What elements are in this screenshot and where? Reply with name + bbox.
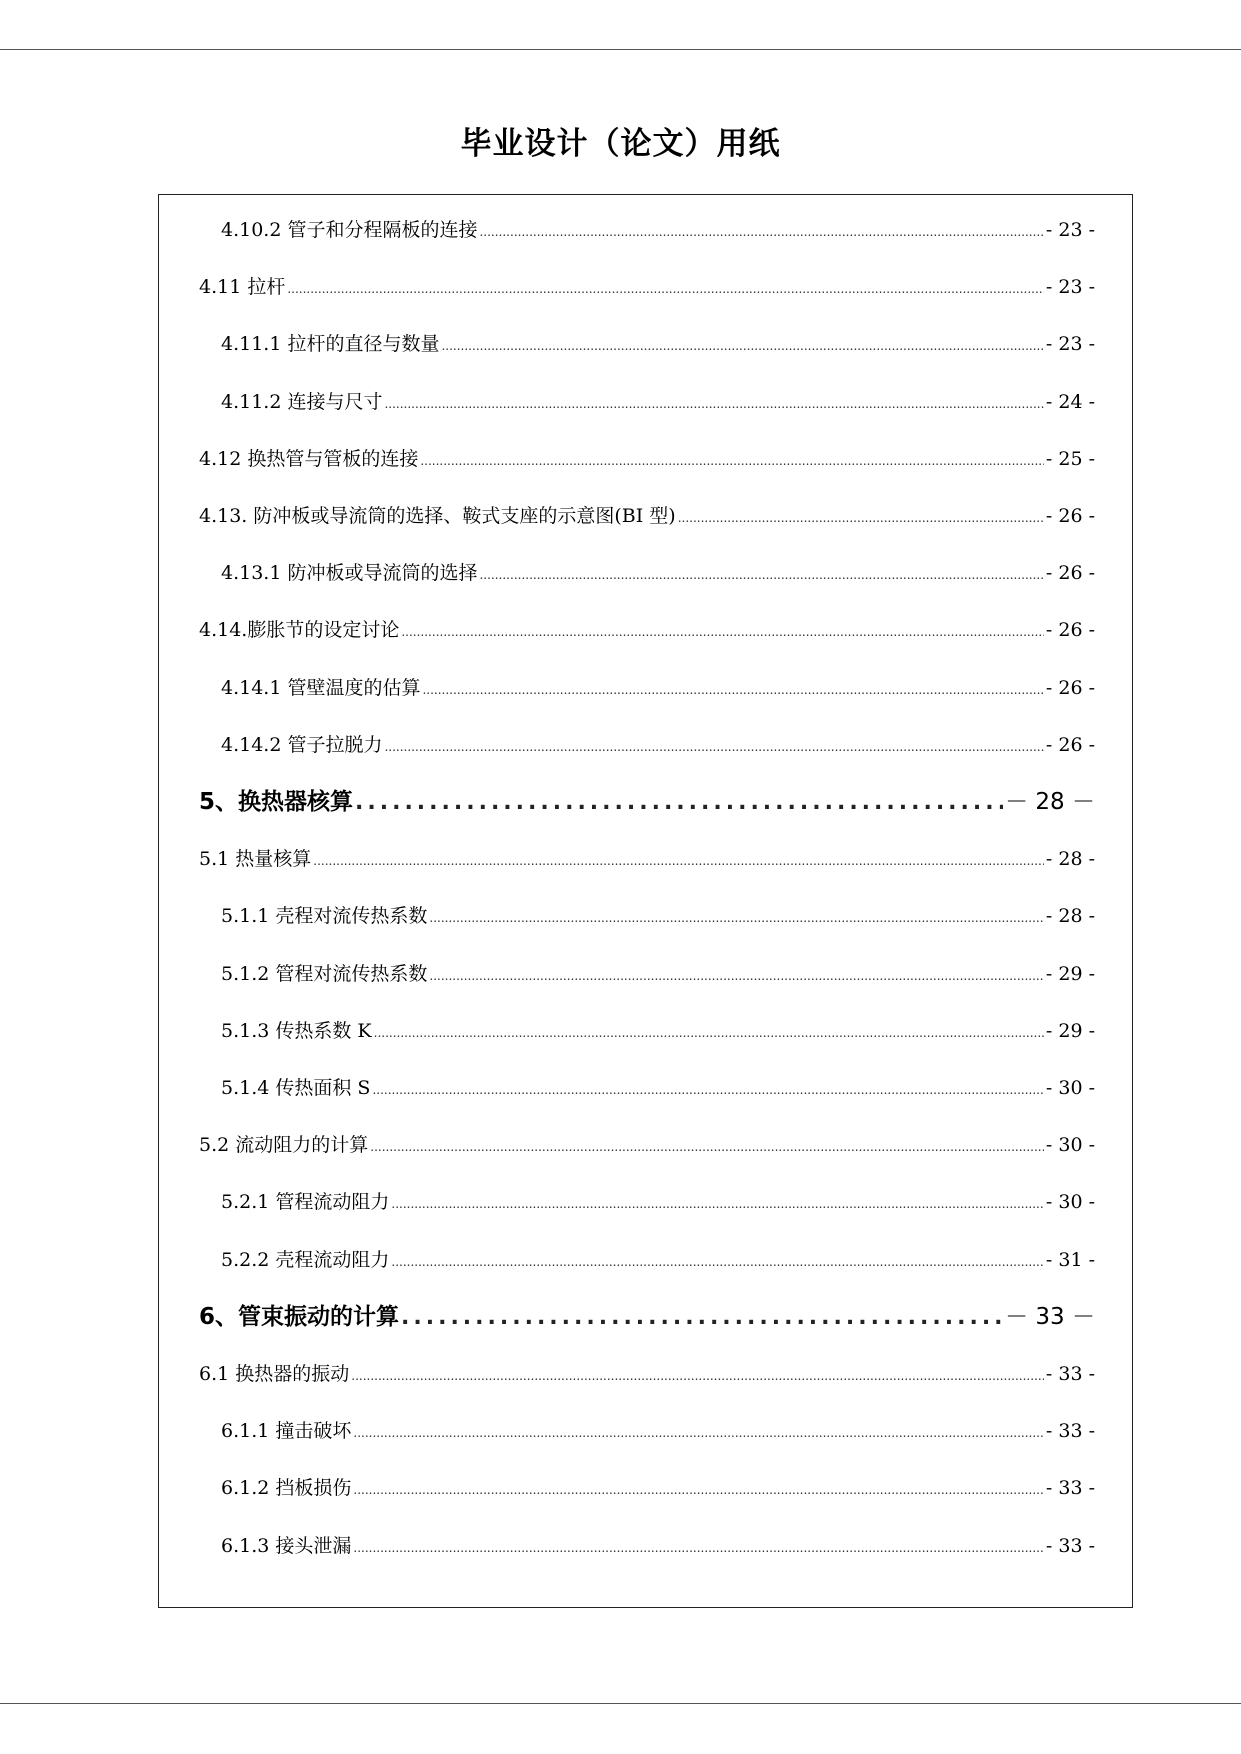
- toc-entry: [199, 1359, 1095, 1389]
- toc-dot-leader: [355, 786, 1003, 820]
- toc-dot-leader: [678, 503, 1044, 533]
- toc-dot-leader: [351, 1361, 1044, 1391]
- toc-entry-page: - 26 -: [1045, 676, 1095, 699]
- toc-entry-page: - 23 -: [1045, 333, 1095, 356]
- page-title: 毕业设计（论文）用纸: [460, 126, 781, 162]
- toc-dot-leader: [353, 1418, 1044, 1448]
- toc-entry: [221, 387, 1095, 417]
- toc-dot-leader: [479, 560, 1043, 590]
- toc-entry: [199, 272, 1095, 302]
- toc-entry-label: 4.10.2 管子和分程隔板的连接: [221, 219, 478, 241]
- toc-entry: [221, 1187, 1095, 1217]
- toc-entry-label: 4.11 拉杆: [199, 276, 286, 299]
- toc-entry: [221, 1016, 1095, 1046]
- toc-entry-page: - 30 -: [1045, 1191, 1095, 1214]
- toc-entry-page: - 30 -: [1045, 1134, 1095, 1157]
- toc-dot-leader: [370, 1132, 1044, 1162]
- toc-entry-page: - 25 -: [1045, 447, 1095, 470]
- toc-dot-leader: [401, 1301, 1003, 1335]
- toc-entry-label: 6.1.3 接头泄漏: [221, 1534, 352, 1557]
- toc-dot-leader: [429, 903, 1044, 933]
- toc-dot-leader: [353, 1533, 1044, 1563]
- toc-entry-page: - 29 -: [1045, 962, 1095, 985]
- toc-dot-leader: [422, 675, 1043, 705]
- toc-frame: [158, 194, 1133, 1608]
- toc-entry: [221, 901, 1095, 931]
- toc-entry: [221, 329, 1095, 359]
- toc-dot-leader: [479, 217, 1043, 247]
- toc-entry-page: - 29 -: [1045, 1019, 1095, 1042]
- toc-entry: [199, 444, 1095, 474]
- toc-entry-page: - 26 -: [1045, 733, 1095, 756]
- toc-entry: [221, 1073, 1095, 1103]
- toc-entry-label: 6.1.1 撞击破坏: [221, 1420, 352, 1443]
- toc-entry-page: - 31 -: [1045, 1248, 1095, 1271]
- toc-entry-page: - 30 -: [1045, 1077, 1095, 1099]
- toc-entry: [199, 501, 1095, 531]
- toc-dot-leader: [374, 1018, 1044, 1048]
- toc-entry-label: 5.2.1 管程流动阻力: [221, 1191, 390, 1214]
- toc-entry-page: - 33 -: [1045, 1363, 1095, 1385]
- toc-entry-label: 5.2.2 壳程流动阻力: [221, 1248, 390, 1271]
- toc-entry-label: 4.11.2 连接与尺寸: [221, 390, 383, 413]
- toc-entry-page: - 33 -: [1045, 1477, 1095, 1500]
- toc-entry-page: - 26 -: [1045, 562, 1095, 585]
- toc-entry-label: 5.1.4 传热面积 S: [221, 1077, 371, 1099]
- toc-entry-page: - 33 -: [1045, 1534, 1095, 1557]
- toc-entry-page: － 33 －: [1005, 1303, 1095, 1330]
- toc-entry-label: 5.1.2 管程对流传热系数: [221, 962, 428, 985]
- toc-entry: [221, 730, 1095, 760]
- toc-entry-page: - 28 -: [1045, 848, 1095, 871]
- toc-entry-label: 4.14.2 管子拉脱力: [221, 733, 383, 756]
- toc-dot-leader: [441, 331, 1043, 361]
- toc-entry-page: - 26 -: [1045, 505, 1095, 527]
- toc-entry: [221, 215, 1095, 245]
- toc-entry-label: 6、管束振动的计算: [199, 1303, 400, 1330]
- toc-entry-label: 4.13. 防冲板或导流筒的选择、鞍式支座的示意图(BI 型): [199, 505, 676, 527]
- toc-dot-leader: [401, 617, 1044, 647]
- toc-dot-leader: [429, 961, 1044, 991]
- toc-chapter-entry: [199, 785, 1095, 819]
- toc-dot-leader: [391, 1247, 1044, 1277]
- toc-entry-page: - 28 -: [1045, 905, 1095, 928]
- toc-entry: [199, 615, 1095, 645]
- toc-dot-leader: [353, 1475, 1044, 1505]
- toc-entry-label: 4.12 换热管与管板的连接: [199, 447, 419, 470]
- toc-entry: [221, 558, 1095, 588]
- toc-entry: [221, 1531, 1095, 1561]
- toc-entry: [199, 1130, 1095, 1160]
- toc-entry-label: 6.1.2 挡板损伤: [221, 1477, 352, 1500]
- toc-entry-page: - 33 -: [1045, 1420, 1095, 1443]
- toc-entry-label: 5、换热器核算: [199, 789, 354, 815]
- toc-dot-leader: [391, 1189, 1044, 1219]
- toc-entry-label: 6.1 换热器的振动: [199, 1363, 350, 1385]
- toc-entry-label: 5.2 流动阻力的计算: [199, 1134, 369, 1157]
- toc-dot-leader: [313, 846, 1044, 876]
- toc-entry-label: 4.13.1 防冲板或导流筒的选择: [221, 562, 478, 585]
- toc-entry-label: 4.14.1 管壁温度的估算: [221, 676, 421, 699]
- toc-entry: [221, 1473, 1095, 1503]
- header-rule: [0, 49, 1241, 50]
- toc-entry: [221, 959, 1095, 989]
- toc-dot-leader: [372, 1075, 1043, 1105]
- toc-dot-leader: [384, 732, 1043, 762]
- footer-rule: [0, 1703, 1241, 1704]
- toc-chapter-entry: [199, 1300, 1095, 1334]
- toc-dot-leader: [384, 389, 1043, 419]
- toc-entry-label: 4.11.1 拉杆的直径与数量: [221, 333, 440, 356]
- toc-entry-page: － 28 －: [1005, 789, 1095, 815]
- toc-entry-page: - 23 -: [1045, 219, 1095, 241]
- toc-entry-label: 5.1.3 传热系数 K: [221, 1019, 372, 1042]
- toc-entry: [221, 1245, 1095, 1275]
- toc-entry-page: - 24 -: [1045, 390, 1095, 413]
- toc-entry-label: 4.14.膨胀节的设定讨论: [199, 619, 400, 642]
- toc-entry-label: 5.1 热量核算: [199, 848, 312, 871]
- toc-entry-label: 5.1.1 壳程对流传热系数: [221, 905, 428, 928]
- toc-dot-leader: [287, 274, 1044, 304]
- toc-dot-leader: [420, 446, 1044, 476]
- toc-entry-page: - 26 -: [1045, 619, 1095, 642]
- toc-entry-page: - 23 -: [1045, 276, 1095, 299]
- toc-entry: [199, 844, 1095, 874]
- toc-entry: [221, 673, 1095, 703]
- toc-entry: [221, 1416, 1095, 1446]
